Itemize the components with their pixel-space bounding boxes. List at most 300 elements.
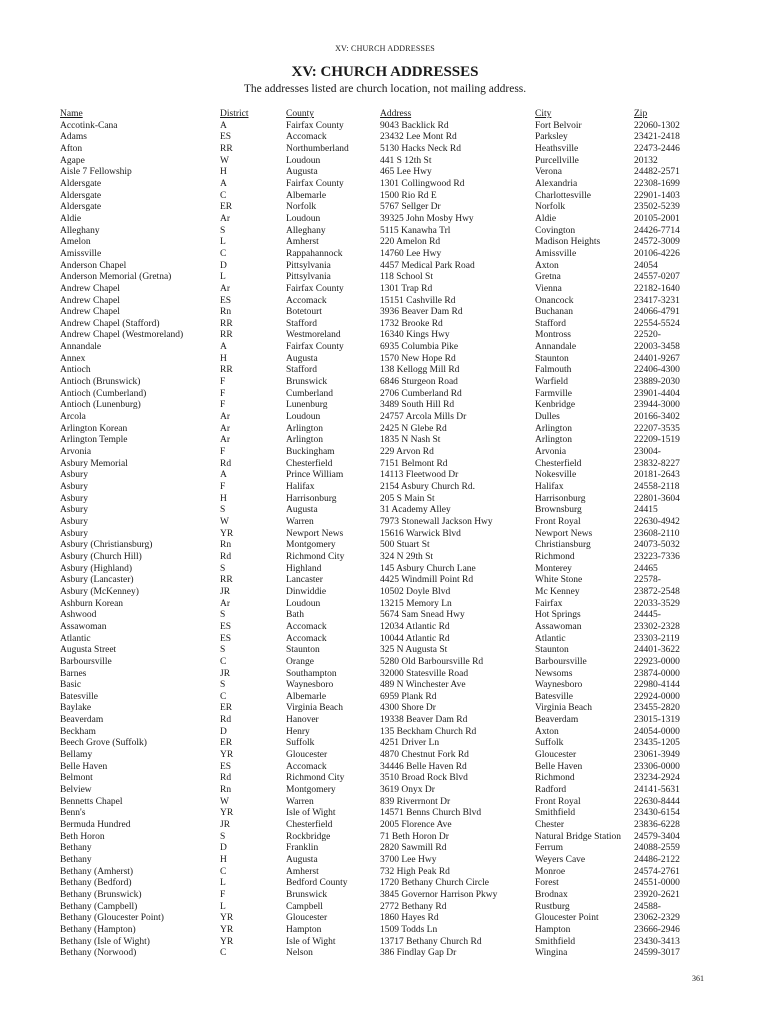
cell-name: Aisle 7 Fellowship bbox=[60, 167, 132, 178]
cell-name: Bethany (Amherst) bbox=[60, 866, 134, 877]
cell-zip: 22209-1519 bbox=[634, 435, 680, 446]
cell-zip: 22473-2446 bbox=[634, 143, 680, 154]
cell-district: ES bbox=[220, 761, 232, 772]
cell-city: Barboursville bbox=[535, 656, 587, 667]
cell-address: 5280 Old Barboursville Rd bbox=[380, 656, 484, 667]
table-row bbox=[60, 226, 694, 238]
cell-county: Prince William bbox=[286, 470, 344, 481]
cell-county: Suffolk bbox=[286, 738, 315, 749]
cell-address: 386 Findlay Gap Dr bbox=[380, 948, 457, 959]
cell-name: Belmont bbox=[60, 773, 93, 784]
cell-county: Hampton bbox=[286, 924, 322, 935]
cell-address: 118 School St bbox=[380, 272, 433, 283]
cell-city: Verona bbox=[535, 167, 562, 178]
cell-address: 14571 Benns Church Blvd bbox=[380, 808, 482, 819]
table-row bbox=[60, 762, 694, 774]
cell-county: Stafford bbox=[286, 318, 317, 329]
cell-name: Bethany (Norwood) bbox=[60, 948, 137, 959]
cell-district: S bbox=[220, 225, 226, 236]
cell-county: Franklin bbox=[286, 843, 319, 854]
cell-zip: 23223-7336 bbox=[634, 551, 680, 562]
cell-city: Halifax bbox=[535, 482, 564, 492]
cell-address: 3936 Beaver Dam Rd bbox=[380, 307, 463, 318]
cell-name: Ashburn Korean bbox=[60, 598, 124, 609]
cell-address: 135 Beckham Church Rd bbox=[380, 726, 477, 737]
table-row bbox=[60, 272, 694, 284]
cell-name: Aldersgate bbox=[60, 202, 102, 213]
cell-name: Bethany bbox=[60, 843, 92, 854]
cell-zip: 24486-2122 bbox=[634, 855, 680, 865]
table-row bbox=[60, 890, 694, 902]
table-row bbox=[60, 808, 694, 820]
cell-zip: 24054-0000 bbox=[634, 726, 680, 737]
cell-county: Accomack bbox=[286, 633, 327, 644]
cell-address: 14760 Lee Hwy bbox=[380, 248, 442, 259]
cell-county: Lancaster bbox=[286, 575, 323, 586]
cell-address: 3510 Broad Rock Blvd bbox=[380, 773, 468, 784]
cell-county: Fairfax County bbox=[286, 342, 344, 353]
cell-name: Belle Haven bbox=[60, 761, 108, 772]
cell-county: Augusta bbox=[286, 167, 318, 178]
cell-district: C bbox=[220, 656, 227, 667]
cell-zip: 22182-1640 bbox=[634, 283, 680, 294]
cell-zip: 22520- bbox=[634, 330, 661, 341]
cell-county: Albemarle bbox=[286, 691, 327, 702]
cell-county: Loudoun bbox=[286, 213, 321, 224]
cell-county: Isle of Wight bbox=[286, 936, 336, 947]
cell-name: Beth Horon bbox=[60, 831, 105, 842]
cell-district: S bbox=[220, 563, 226, 574]
cell-district: JR bbox=[220, 820, 231, 831]
table-row bbox=[60, 645, 694, 657]
cell-zip: 20166-3402 bbox=[634, 412, 680, 423]
cell-name: Baylake bbox=[60, 703, 92, 714]
table-row bbox=[60, 878, 694, 890]
cell-county: Dinwiddie bbox=[286, 586, 327, 597]
cell-zip: 22923-0000 bbox=[634, 656, 680, 667]
cell-name: Agape bbox=[60, 155, 85, 166]
table-row bbox=[60, 202, 694, 214]
cell-district: Ar bbox=[220, 412, 231, 423]
cell-city: Fort Belvoir bbox=[535, 120, 582, 131]
cell-county: Warren bbox=[286, 516, 314, 527]
cell-county: Arlington bbox=[286, 423, 323, 434]
cell-city: Hampton bbox=[535, 924, 571, 935]
cell-zip: 22578- bbox=[634, 575, 661, 586]
cell-address: 220 Amelon Rd bbox=[380, 237, 441, 248]
cell-zip: 23901-4404 bbox=[634, 388, 680, 399]
table-row bbox=[60, 156, 694, 168]
table-row bbox=[60, 132, 694, 144]
table-row bbox=[60, 400, 694, 412]
cell-district: W bbox=[220, 796, 229, 807]
cell-district: D bbox=[220, 843, 227, 854]
cell-name: Bethany (Campbell) bbox=[60, 901, 138, 912]
cell-city: Vienna bbox=[535, 283, 562, 294]
table-row bbox=[60, 517, 694, 529]
cell-zip: 24054 bbox=[634, 260, 658, 271]
cell-county: Augusta bbox=[286, 353, 318, 364]
cell-district: S bbox=[220, 680, 226, 691]
cell-district: Ar bbox=[220, 213, 231, 224]
cell-county: Chesterfield bbox=[286, 458, 333, 469]
page-title: XV: CHURCH ADDRESSES bbox=[291, 64, 479, 80]
cell-district: Ar bbox=[220, 435, 231, 446]
cell-address: 839 Riverrnont Dr bbox=[380, 796, 451, 807]
cell-address: 205 S Main St bbox=[380, 493, 435, 504]
cell-county: Botetourt bbox=[286, 307, 322, 318]
table-row bbox=[60, 214, 694, 226]
table-row bbox=[60, 657, 694, 669]
cell-county: Loudoun bbox=[286, 412, 321, 423]
cell-county: Orange bbox=[286, 656, 314, 667]
table-row bbox=[60, 494, 694, 506]
cell-zip: 23061-3949 bbox=[634, 750, 680, 761]
cell-zip: 22980-4144 bbox=[634, 680, 680, 691]
cell-county: Warren bbox=[286, 796, 314, 807]
cell-zip: 24066-4791 bbox=[634, 307, 680, 318]
cell-zip: 23062-2329 bbox=[634, 913, 680, 924]
table-body bbox=[60, 121, 694, 960]
cell-zip: 24401-9267 bbox=[634, 353, 680, 364]
cell-name: Beaverdam bbox=[60, 715, 104, 726]
cell-county: Accomack bbox=[286, 761, 327, 772]
cell-name: Accotink-Cana bbox=[60, 120, 118, 131]
cell-address: 15616 Warwick Blvd bbox=[380, 528, 461, 539]
cell-address: 15151 Cashville Rd bbox=[380, 295, 456, 306]
cell-address: 1720 Bethany Church Circle bbox=[380, 878, 489, 889]
cell-city: Nokesville bbox=[535, 470, 577, 481]
cell-district: Rd bbox=[220, 715, 232, 726]
cell-address: 489 N Winchester Ave bbox=[380, 680, 466, 691]
cell-address: 13215 Memory Ln bbox=[380, 598, 452, 609]
cell-city: Smithfield bbox=[535, 808, 576, 819]
cell-name: Atlantic bbox=[60, 633, 91, 644]
cell-zip: 24588- bbox=[634, 901, 661, 912]
cell-district: Rd bbox=[220, 458, 232, 469]
cell-zip: 24088-2559 bbox=[634, 843, 680, 854]
cell-name: Augusta Street bbox=[60, 645, 117, 656]
cell-city: Arvonia bbox=[535, 447, 567, 458]
table-row bbox=[60, 599, 694, 611]
cell-city: Newport News bbox=[535, 528, 593, 539]
column-header-county: County bbox=[286, 109, 314, 119]
cell-zip: 23920-2621 bbox=[634, 889, 680, 900]
cell-name: Annandale bbox=[60, 342, 102, 353]
cell-name: Antioch (Cumberland) bbox=[60, 388, 147, 399]
table-row bbox=[60, 843, 694, 855]
cell-name: Asbury (Highland) bbox=[60, 563, 133, 574]
table-row bbox=[60, 855, 694, 867]
cell-address: 2154 Asbury Church Rd. bbox=[380, 482, 475, 492]
cell-district: D bbox=[220, 260, 227, 271]
cell-district: Rd bbox=[220, 773, 232, 784]
table-row bbox=[60, 913, 694, 925]
table-row bbox=[60, 191, 694, 203]
cell-city: Chester bbox=[535, 820, 565, 831]
cell-county: Richmond City bbox=[286, 551, 345, 562]
cell-district: C bbox=[220, 948, 227, 959]
cell-address: 4300 Shore Dr bbox=[380, 703, 436, 714]
table-row bbox=[60, 948, 694, 960]
cell-district: JR bbox=[220, 586, 231, 597]
cell-address: 13717 Bethany Church Rd bbox=[380, 936, 482, 947]
cell-name: Bethany (Isle of Wight) bbox=[60, 936, 150, 947]
cell-address: 1570 New Hope Rd bbox=[380, 353, 456, 364]
cell-address: 3489 South Hill Rd bbox=[380, 400, 455, 411]
table-row bbox=[60, 703, 694, 715]
cell-name: Asbury Memorial bbox=[60, 458, 128, 469]
cell-address: 6846 Sturgeon Road bbox=[380, 377, 458, 388]
cell-district: YR bbox=[220, 808, 234, 819]
cell-zip: 23502-5239 bbox=[634, 202, 680, 213]
cell-address: 5674 Sam Snead Hwy bbox=[380, 610, 465, 621]
cell-address: 4251 Driver Ln bbox=[380, 738, 440, 749]
cell-address: 3845 Governor Harrison Pkwy bbox=[380, 889, 498, 900]
column-header-zip: Zip bbox=[634, 109, 648, 119]
cell-city: Smithfield bbox=[535, 936, 576, 947]
cell-zip: 23234-2924 bbox=[634, 773, 680, 784]
cell-name: Arlington Korean bbox=[60, 423, 128, 434]
cell-zip: 23306-0000 bbox=[634, 761, 680, 772]
cell-district: S bbox=[220, 645, 226, 656]
cell-name: Bethany (Bedford) bbox=[60, 878, 132, 889]
cell-zip: 24401-3622 bbox=[634, 645, 680, 656]
table-header-row bbox=[60, 109, 694, 121]
table-row bbox=[60, 937, 694, 949]
cell-zip: 22630-8444 bbox=[634, 796, 680, 807]
cell-district: C bbox=[220, 866, 227, 877]
cell-city: Christiansburg bbox=[535, 540, 591, 551]
cell-zip: 22801-3604 bbox=[634, 493, 680, 504]
cell-county: Pittsylvania bbox=[286, 272, 331, 283]
cell-district: ES bbox=[220, 132, 232, 143]
cell-city: Parksley bbox=[535, 132, 568, 143]
cell-district: H bbox=[220, 855, 227, 865]
page-number: 361 bbox=[692, 974, 704, 983]
cell-county: Buckingham bbox=[286, 447, 335, 458]
table-row bbox=[60, 482, 694, 494]
cell-address: 1732 Brooke Rd bbox=[380, 318, 443, 329]
cell-name: Asbury (McKenney) bbox=[60, 586, 139, 597]
cell-zip: 24465 bbox=[634, 563, 658, 574]
cell-zip: 24558-2118 bbox=[634, 482, 680, 492]
cell-name: Asbury (Christiansburg) bbox=[60, 540, 153, 551]
cell-city: Weyers Cave bbox=[535, 855, 586, 865]
cell-district: Ar bbox=[220, 283, 231, 294]
cell-district: Ar bbox=[220, 423, 231, 434]
cell-name: Antioch bbox=[60, 365, 91, 376]
cell-name: Antioch (Brunswick) bbox=[60, 377, 141, 388]
cell-city: Suffolk bbox=[535, 738, 564, 749]
cell-city: Arlington bbox=[535, 435, 572, 446]
cell-city: Annandale bbox=[535, 342, 577, 353]
cell-county: Westmoreland bbox=[286, 330, 341, 341]
cell-address: 500 Stuart St bbox=[380, 540, 430, 551]
table-row bbox=[60, 902, 694, 914]
table-row bbox=[60, 389, 694, 401]
table-row bbox=[60, 121, 694, 133]
cell-district: C bbox=[220, 248, 227, 259]
column-header-district: District bbox=[220, 109, 249, 119]
cell-name: Andrew Chapel (Westmoreland) bbox=[60, 330, 184, 341]
cell-county: Nelson bbox=[286, 948, 313, 959]
cell-name: Anderson Memorial (Gretna) bbox=[60, 272, 172, 283]
cell-district: L bbox=[220, 237, 226, 248]
cell-zip: 23421-2418 bbox=[634, 132, 680, 143]
cell-address: 31 Academy Alley bbox=[380, 505, 451, 516]
cell-zip: 22630-4942 bbox=[634, 516, 680, 527]
cell-district: A bbox=[220, 342, 227, 353]
table-row bbox=[60, 342, 694, 354]
cell-district: H bbox=[220, 353, 227, 364]
cell-district: Rn bbox=[220, 785, 232, 796]
cell-county: Lunenburg bbox=[286, 400, 328, 411]
cell-zip: 22308-1699 bbox=[634, 178, 680, 189]
table-row bbox=[60, 319, 694, 331]
cell-county: Accomack bbox=[286, 621, 327, 632]
cell-name: Andrew Chapel bbox=[60, 307, 120, 318]
cell-name: Amelon bbox=[60, 237, 91, 248]
cell-city: Farmville bbox=[535, 388, 572, 399]
cell-address: 465 Lee Hwy bbox=[380, 167, 432, 178]
cell-zip: 24445- bbox=[634, 610, 661, 621]
cell-zip: 24073-5032 bbox=[634, 540, 680, 551]
table-row bbox=[60, 144, 694, 156]
cell-name: Ashwood bbox=[60, 610, 97, 621]
cell-district: Rn bbox=[220, 307, 232, 318]
cell-zip: 22554-5524 bbox=[634, 318, 680, 329]
cell-city: Hot Springs bbox=[535, 610, 581, 621]
cell-zip: 22003-3458 bbox=[634, 342, 680, 353]
cell-address: 4457 Medical Park Road bbox=[380, 260, 475, 271]
cell-district: YR bbox=[220, 936, 234, 947]
cell-district: Rd bbox=[220, 551, 232, 562]
cell-address: 6959 Plank Rd bbox=[380, 691, 437, 702]
cell-name: Annex bbox=[60, 353, 86, 364]
cell-zip: 23430-3413 bbox=[634, 936, 680, 947]
cell-district: YR bbox=[220, 913, 234, 924]
cell-address: 14113 Fleetwood Dr bbox=[380, 470, 459, 481]
cell-name: Bethany bbox=[60, 855, 92, 865]
cell-address: 2706 Cumberland Rd bbox=[380, 388, 462, 399]
cell-zip: 24574-2761 bbox=[634, 866, 680, 877]
cell-city: Stafford bbox=[535, 318, 566, 329]
cell-zip: 23836-6228 bbox=[634, 820, 680, 831]
cell-county: Augusta bbox=[286, 855, 318, 865]
cell-address: 4425 Windmill Point Rd bbox=[380, 575, 474, 586]
cell-city: Richmond bbox=[535, 773, 575, 784]
cell-name: Afton bbox=[60, 143, 83, 154]
cell-address: 1509 Todds Ln bbox=[380, 924, 438, 935]
table-row bbox=[60, 692, 694, 704]
cell-name: Asbury bbox=[60, 470, 88, 481]
cell-zip: 22033-3529 bbox=[634, 598, 680, 609]
table-row bbox=[60, 167, 694, 179]
cell-name: Andrew Chapel (Stafford) bbox=[60, 318, 160, 329]
cell-address: 71 Beth Horon Dr bbox=[380, 831, 449, 842]
cell-city: Axton bbox=[535, 260, 559, 271]
cell-name: Anderson Chapel bbox=[60, 260, 127, 271]
cell-city: Alexandria bbox=[535, 178, 578, 189]
cell-county: Rappahannock bbox=[286, 248, 343, 259]
table-row bbox=[60, 575, 694, 587]
cell-city: Virginia Beach bbox=[535, 703, 593, 714]
cell-district: Rn bbox=[220, 540, 232, 551]
table-row bbox=[60, 354, 694, 366]
cell-district: W bbox=[220, 516, 229, 527]
cell-city: Harrisonburg bbox=[535, 493, 586, 504]
cell-city: Forest bbox=[535, 878, 559, 889]
cell-address: 9043 Backlick Rd bbox=[380, 120, 449, 131]
cell-city: White Stone bbox=[535, 575, 583, 586]
cell-district: F bbox=[220, 482, 226, 492]
cell-city: Warfield bbox=[535, 377, 568, 388]
cell-district: L bbox=[220, 901, 226, 912]
cell-name: Antioch (Lunenburg) bbox=[60, 400, 141, 411]
cell-district: F bbox=[220, 377, 226, 388]
cell-county: Accomack bbox=[286, 295, 327, 306]
column-header-address: Address bbox=[380, 109, 412, 119]
cell-city: Madison Heights bbox=[535, 237, 601, 248]
column-header-name: Name bbox=[60, 109, 83, 119]
table-row bbox=[60, 634, 694, 646]
table-row bbox=[60, 284, 694, 296]
table-row bbox=[60, 738, 694, 750]
cell-name: Asbury bbox=[60, 482, 88, 492]
cell-district: F bbox=[220, 447, 226, 458]
cell-address: 1835 N Nash St bbox=[380, 435, 441, 446]
cell-county: Isle of Wight bbox=[286, 808, 336, 819]
cell-address: 2425 N Glebe Rd bbox=[380, 423, 447, 434]
table-row bbox=[60, 820, 694, 832]
table-row bbox=[60, 237, 694, 249]
cell-city: Dulles bbox=[535, 412, 560, 423]
cell-city: Rustburg bbox=[535, 901, 570, 912]
table-row bbox=[60, 750, 694, 762]
cell-city: Atlantic bbox=[535, 633, 566, 644]
cell-district: L bbox=[220, 272, 226, 283]
cell-zip: 24557-0207 bbox=[634, 272, 680, 283]
cell-name: Aldersgate bbox=[60, 190, 102, 201]
cell-address: 10044 Atlantic Rd bbox=[380, 633, 450, 644]
table-row bbox=[60, 832, 694, 844]
cell-zip: 22924-0000 bbox=[634, 691, 680, 702]
cell-district: Ar bbox=[220, 598, 231, 609]
cell-district: RR bbox=[220, 575, 233, 586]
cell-city: Ferrum bbox=[535, 843, 563, 854]
cell-city: Monroe bbox=[535, 866, 566, 877]
cell-city: Belle Haven bbox=[535, 761, 583, 772]
table-row bbox=[60, 540, 694, 552]
cell-city: Newsoms bbox=[535, 668, 573, 679]
cell-city: Front Royal bbox=[535, 796, 581, 807]
cell-address: 1301 Trap Rd bbox=[380, 283, 433, 294]
cell-county: Southampton bbox=[286, 668, 337, 679]
cell-name: Asbury bbox=[60, 516, 88, 527]
cell-address: 1301 Collingwood Rd bbox=[380, 178, 465, 189]
cell-zip: 23004- bbox=[634, 447, 661, 458]
cell-city: Monterey bbox=[535, 563, 572, 574]
table-row bbox=[60, 529, 694, 541]
cell-name: Bethany (Brunswick) bbox=[60, 889, 142, 900]
cell-name: Bethany (Hampton) bbox=[60, 924, 136, 935]
cell-address: 2772 Bethany Rd bbox=[380, 901, 447, 912]
table-row bbox=[60, 773, 694, 785]
cell-city: Falmouth bbox=[535, 365, 572, 376]
cell-district: ES bbox=[220, 295, 232, 306]
cell-county: Henry bbox=[286, 726, 310, 737]
